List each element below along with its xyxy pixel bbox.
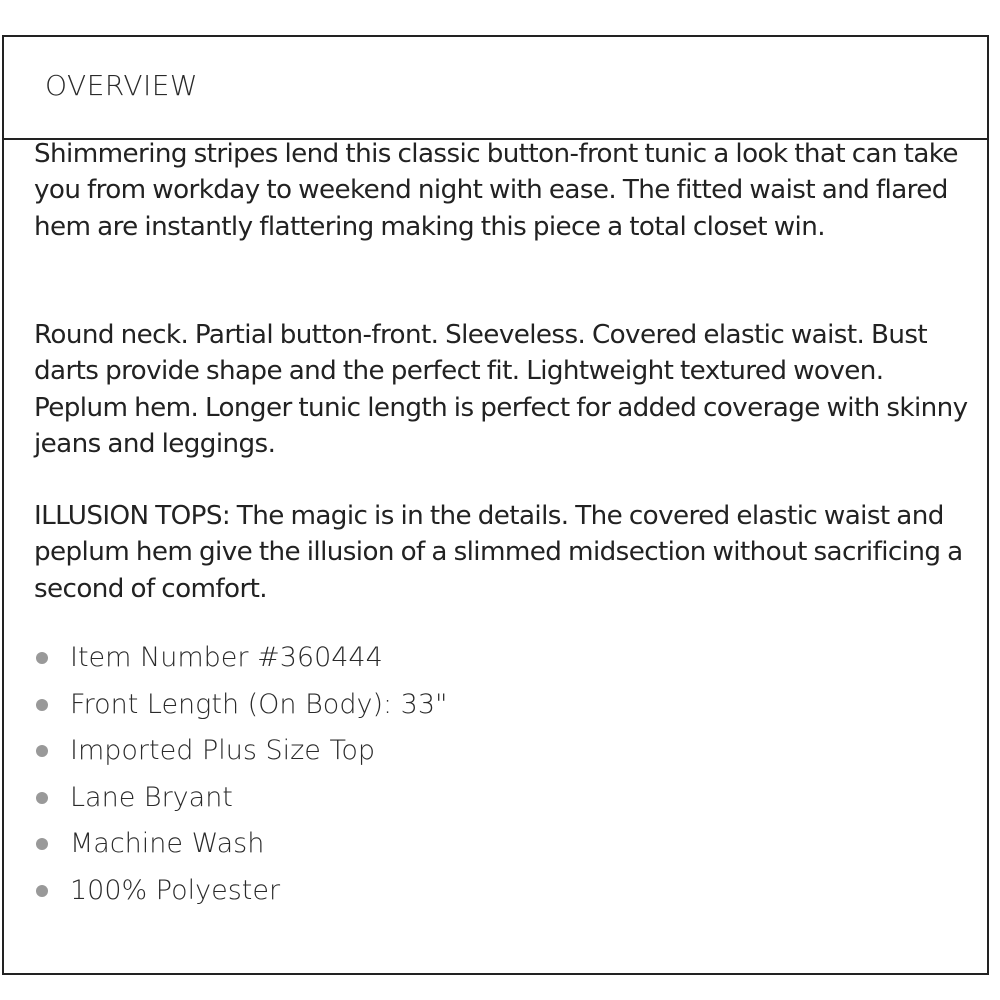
- description-paragraph-1: Shimmering stripes lend this classic button-front tunic a look that can take you from workday to weekend night with ease. The fitted waist and flared hem are instantly flattering making this piece a total closet win.: [34, 139, 958, 242]
- bullet-dot-icon: [36, 652, 48, 664]
- bullet-dot-icon: [36, 885, 48, 897]
- overview-title: OVERVIEW: [45, 69, 199, 102]
- spec-front-length: Front Length (On Body): 33": [70, 688, 448, 720]
- spec-material: 100% Polyester: [70, 874, 281, 906]
- overview-header[interactable]: [4, 37, 987, 140]
- spec-origin: Imported Plus Size Top: [70, 735, 376, 766]
- description-paragraph-3: ILLUSION TOPS: The magic is in the details. The covered elastic waist and peplum hem give the illusion of a slimmed midsection without sacrificing a second of comfort.: [34, 501, 963, 604]
- bullet-dot-icon: [36, 745, 48, 757]
- description-paragraph-2: Round neck. Partial button-front. Sleeveless. Covered elastic waist. Bust darts provide shape and the perfect fit. Lightweight textured woven. Peplum hem. Longer tunic length is perfect for added coverage with skinny jeans and leggings.: [34, 320, 968, 459]
- spec-item-number: Item Number #360444: [70, 642, 383, 673]
- spec-brand: Lane Bryant: [70, 781, 233, 813]
- bullet-dot-icon: [36, 792, 48, 804]
- bullet-dot-icon: [36, 838, 48, 850]
- bullet-dot-icon: [36, 699, 48, 711]
- spec-care: Machine Wash: [70, 828, 265, 859]
